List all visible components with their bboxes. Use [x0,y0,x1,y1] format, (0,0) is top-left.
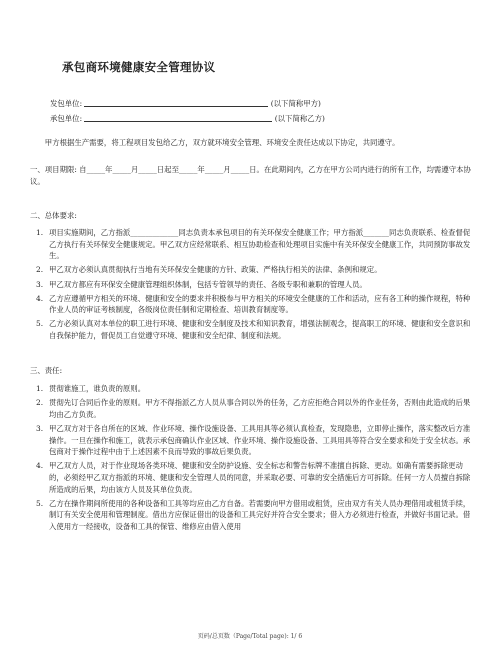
item-number: 5. [36,319,44,329]
section-general-list [36,227,476,344]
list-item [36,460,476,495]
item-text: 贯彻谁施工，谁负责的原则。 [49,384,146,393]
item-number: 3. [36,423,44,433]
section-term: 一、项目期限: 自_____年_____月_____日起至_____年_____月_____日。在此期间内，乙方在甲方公司内进行的所有工作，均需遵守本协议。 [30,165,471,186]
item-number: 1. [36,228,44,237]
item-text: 甲乙双方人员，对于作业现场各类环境、健康和安全防护设施、安全标志和警告标牌不准擅自拆除、更动。如确有需要拆除更动的，必须经甲乙双方指派的环境、健康和安全管理人员的同意，并采取必要、可靠的安全措施后方可拆除。任何一方人员擅自拆除所造成的后果，均由该方人员及其单位负责。 [49,461,471,494]
item-number: 2. [36,398,44,408]
item-text: 乙方应遵循甲方相关的环境、健康和安全的要求并积极参与甲方相关的环境安全健康的工作和活动，应有各工种的操作规程，特种作业人员的审证考核制度，各级岗位责任制和定期检查、培训教育制度等。 [49,293,471,315]
employer-suffix: (以下简称甲方) [270,99,321,108]
item-number: 1. [36,384,44,393]
section-general-heading: 二、总体要求: [30,211,77,220]
page-footer: 页码/总页数（Page/Total page): 1/ 6 [197,633,303,640]
item-text: 甲乙双方都应有环保安全健康管理组织体制，包括专管领导的责任、各级专职和兼职的管理人员。 [49,279,367,289]
contractor-blank [84,113,272,122]
employer-line [50,98,321,110]
item-text: 乙方必须认真对本单位的职工进行环境、健康和安全制度及技术和知识教育，增强法制观念，提高职工的环境、健康和安全意识和自我保护能力，督促员工自觉遵守环境、健康和安全纪律、制度和法规。 [49,319,471,341]
contractor-suffix: (以下简称乙方) [274,114,325,123]
section-responsibility-list [36,383,476,535]
item-number: 2. [36,265,44,275]
item-text: 甲乙双方必须认真贯彻执行当地有关环保安全健康的方针、政策、严格执行相关的法律、条例和规定。 [49,265,382,275]
item-text: 项目实施期间，乙方指派_____________同志负责本承包项目的有关环保安全健康工作；甲方指派_______同志负责联系、检查督促乙方执行有关环保安全健康规定。甲乙双方应经常联系、相互协助检查和处理项目实施中有关环保安全健康工作，共同预防事故发生。 [49,228,471,261]
contractor-label: 承包单位: [50,114,83,123]
list-item [36,318,476,341]
list-item [36,383,476,395]
list-item [36,264,476,276]
list-item [36,279,476,291]
item-number: 5. [36,498,44,508]
employer-blank [84,98,268,107]
contractor-line [50,113,325,125]
document-title: 承包商环境健康安全管理协议 [62,60,216,74]
intro-paragraph: 甲方根据生产需要，将工程项目发包给乙方，双方就环境安全管理、环境安全责任达成以下协定，共同遵守。 [44,138,400,147]
list-item [36,423,476,458]
item-number: 3. [36,279,44,289]
employer-label: 发包单位: [50,99,83,108]
item-number: 4. [36,293,44,303]
list-item [36,227,476,262]
list-item [36,293,476,316]
section-responsibility-heading: 三、责任: [30,366,63,375]
item-text: 贯彻先订合同后作业的原则。甲方不得指派乙方人员从事合同以外的任务，乙方应拒绝合同以外的作业任务，否则由此造成的后果均由乙方负责。 [49,398,471,419]
item-text: 甲乙双方对于各自所在的区域、作业环境、操作设施设备、工具用具等必须认真检查，发现隐患，立即停止操作，落实整改后方准操作。一旦在操作和施工，就表示承包商确认作业区域、作业环境、操作设施设备、工具用具等符合安全要求和处于安全状态。承包商对于操作过程中由于上述因素不良而导致的事故后果负责。 [49,423,471,457]
list-item [36,397,476,420]
item-number: 4. [36,461,44,471]
list-item [36,498,476,533]
item-text: 乙方在操作期间所使用的各种设备和工具等均应由乙方自备。若需要向甲方借用或租赁，应由双方有关人员办理借用或租赁手续，制订有关安全使用和管理制度。借出方应保证借出的设备和工具完好并符合安全要求；借入方必须进行检查，并做好书面记录。借入使用方一经接收，设备和工具的保管、维修应由借入使用 [49,498,471,532]
